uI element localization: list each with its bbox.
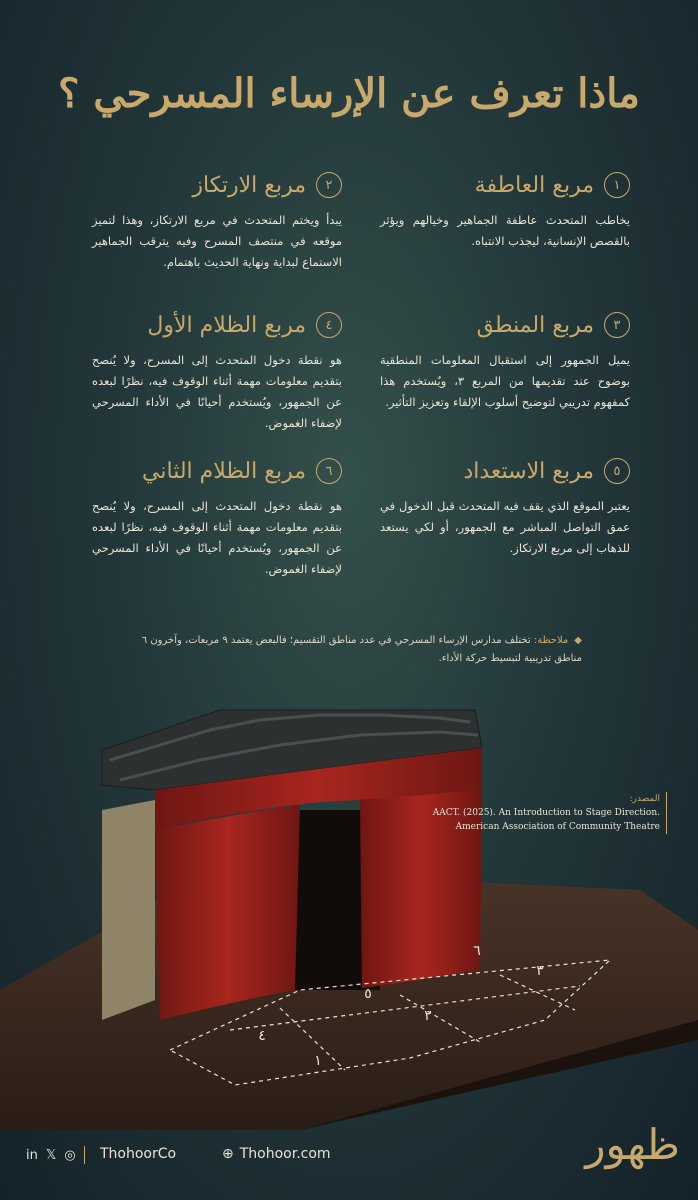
square-2-block xyxy=(92,172,342,273)
square-5-block xyxy=(380,458,630,559)
number-badge: ٦ xyxy=(316,458,342,484)
square-4-block xyxy=(92,312,342,434)
stage-number-1: ١ xyxy=(314,1053,322,1069)
page-title: ماذا تعرف عن الإرساء المسرحي ؟ xyxy=(58,70,640,117)
block-title: مربع العاطفة xyxy=(474,172,594,198)
block-body: يبدأ ويختم المتحدث في مربع الارتكاز، وهذا لتميز موقعه في منتصف المسرح وفيه يترقب الجماهير الاستماع لبداية ونهاية الحديث باهتمام. xyxy=(92,213,342,269)
number-badge: ٥ xyxy=(604,458,630,484)
source-line-1: AACT. (2025). An Introduction to Stage Direction. xyxy=(432,808,660,818)
block-title: مربع الظلام الثاني xyxy=(142,458,306,484)
source-line-2: American Association of Community Theatre xyxy=(455,822,660,832)
stage-illustration xyxy=(0,690,698,1130)
diamond-icon: ◆ xyxy=(574,635,582,646)
website-text: Thohoor.com xyxy=(239,1146,331,1162)
block-body: هو نقطة دخول المتحدث إلى المسرح، ولا يُنصح بتقديم معلومات مهمة أثناء الوقوف فيه، نظرًا لبعده عن الجمهور، ويُستخدم أحيانًا في الأداء المسرحي لإضفاء الغموض. xyxy=(92,499,342,576)
stage-number-3: ٣ xyxy=(536,963,544,979)
number-badge: ٣ xyxy=(604,312,630,338)
number-badge: ١ xyxy=(604,172,630,198)
stage-number-4: ٤ xyxy=(258,1028,266,1044)
linkedin-icon[interactable]: in xyxy=(26,1147,38,1163)
globe-icon: ⊕ xyxy=(222,1146,234,1162)
number-badge: ٢ xyxy=(316,172,342,198)
side-wall xyxy=(102,800,155,1020)
stage-number-6: ٦ xyxy=(473,943,481,959)
social-links xyxy=(26,1146,85,1164)
block-title: مربع الظلام الأول xyxy=(147,312,306,338)
block-body: يعتبر الموقع الذي يقف فيه المتحدث قبل الدخول في عمق التواصل المباشر مع الجمهور، أو لكي يستعد للذهاب إلى مربع الارتكاز. xyxy=(380,499,630,555)
source xyxy=(400,792,667,834)
curtain-left xyxy=(155,805,300,1020)
instagram-icon[interactable]: ◎ xyxy=(64,1147,76,1163)
divider xyxy=(84,1146,85,1164)
x-icon[interactable]: 𝕏 xyxy=(45,1147,57,1163)
stage-number-2: ٢ xyxy=(424,1008,432,1024)
website-link[interactable] xyxy=(222,1146,331,1162)
square-1-block xyxy=(380,172,630,252)
block-body: هو نقطة دخول المتحدث إلى المسرح، ولا يُنصح بتقديم معلومات مهمة أثناء الوقوف فيه، نظرًا لبعده عن الجمهور، ويُستخدم أحيانًا في الأداء المسرحي لإضفاء الغموض. xyxy=(92,353,342,430)
block-title: مربع الارتكاز xyxy=(192,172,306,198)
source-label: المصدر: xyxy=(629,794,660,804)
number-badge: ٤ xyxy=(316,312,342,338)
block-body: يميل الجمهور إلى استقبال المعلومات المنطقية بوضوح عند تقديمها من المربع ٣، ويُستخدم هذا كمفهوم تدريبي لتوضيح أسلوب الإلقاء وتعزيز التأثير. xyxy=(380,353,630,409)
block-title: مربع المنطق xyxy=(476,312,594,338)
block-body: يخاطب المتحدث عاطفة الجماهير وخيالهم ويؤثر بالقصص الإنسانية، ليجذب الانتباه. xyxy=(380,213,630,248)
block-title: مربع الاستعداد xyxy=(463,458,594,484)
note xyxy=(112,632,582,668)
stage-number-5: ٥ xyxy=(364,986,372,1002)
square-3-block xyxy=(380,312,630,413)
social-handle[interactable]: ThohoorCo xyxy=(100,1146,177,1162)
note-text: تختلف مدارس الإرساء المسرحي في عدد مناطق التقسيم؛ فالبعض يعتمد ٩ مربعات، وآخرون ٦ مناطق تدريبية لتبسيط حركة الأداء. xyxy=(141,635,582,664)
note-label: ملاحظة: xyxy=(533,635,569,646)
square-6-block xyxy=(92,458,342,580)
brand-logo: ظهور xyxy=(585,1120,680,1169)
